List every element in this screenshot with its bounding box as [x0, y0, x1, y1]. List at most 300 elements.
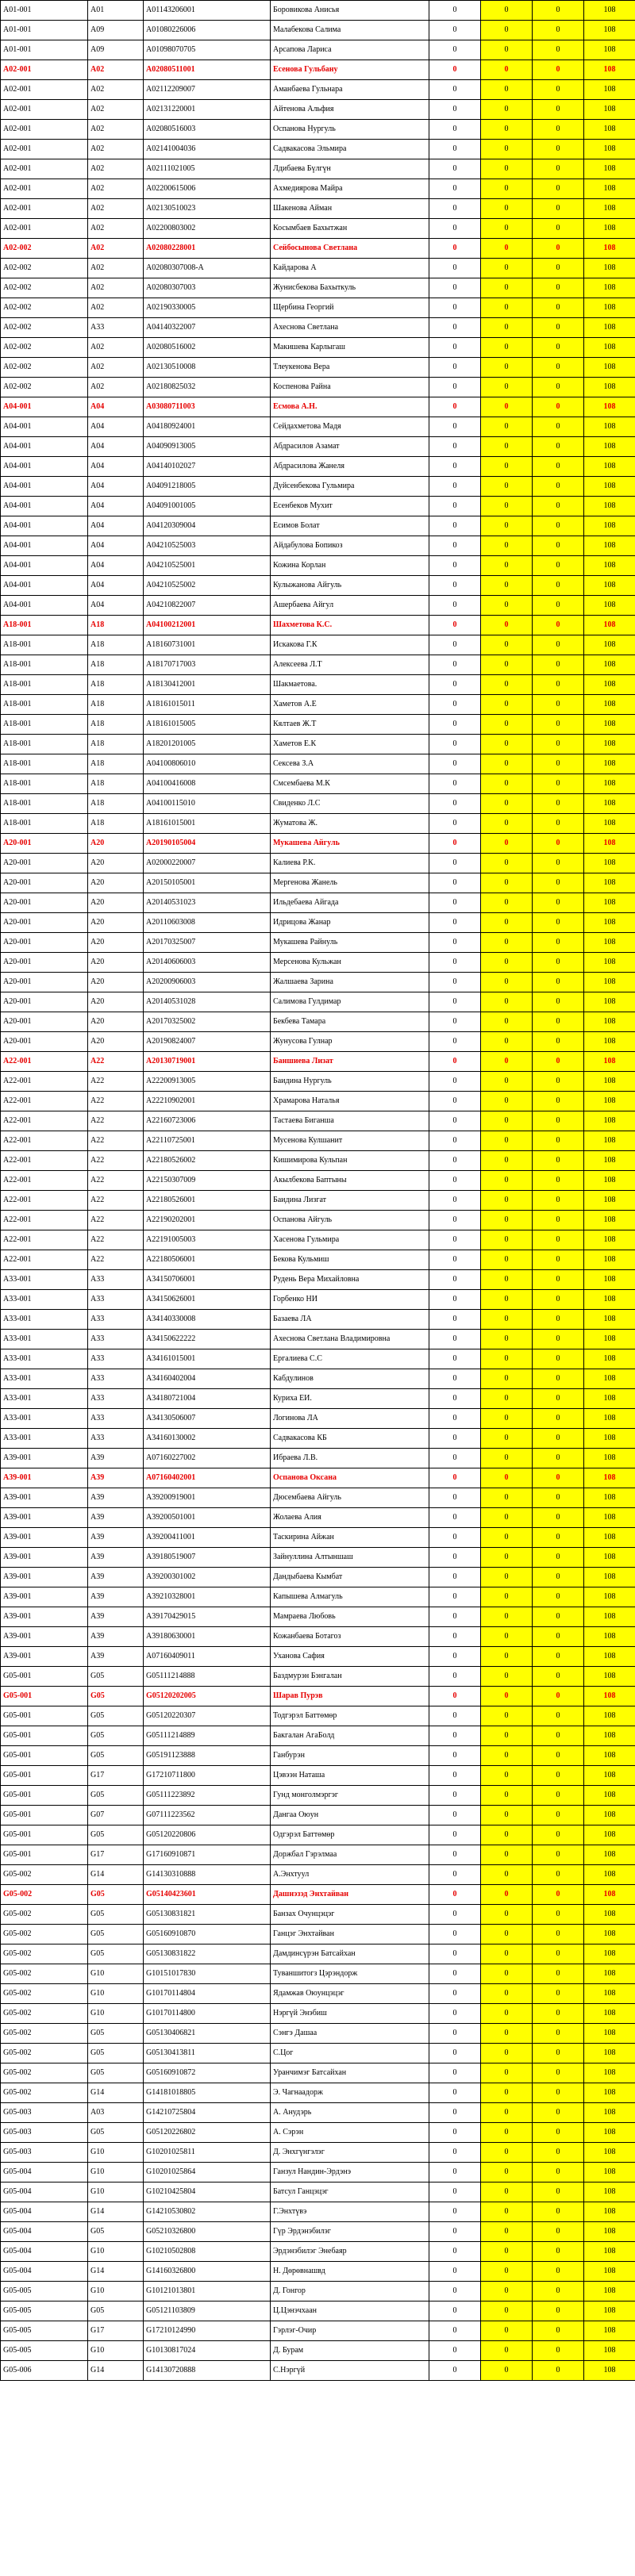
group-code-cell: A02-002 [1, 239, 88, 259]
branch-code-cell: A33 [88, 1310, 144, 1330]
value-cell: 0 [481, 1508, 533, 1528]
name-cell: С.Цог [271, 2044, 429, 2063]
group-code-cell: A39-001 [1, 1508, 88, 1528]
value-cell: 0 [533, 1706, 584, 1726]
value-cell: 108 [584, 1052, 635, 1072]
branch-code-cell: G05 [88, 1825, 144, 1845]
name-cell: Айдабулова Бопикоз [271, 536, 429, 556]
value-cell: 0 [481, 2262, 533, 2282]
value-cell: 108 [584, 596, 635, 616]
group-code-cell: A18-001 [1, 754, 88, 774]
value-cell: 0 [481, 655, 533, 675]
member-id-cell: A04100212001 [144, 616, 271, 635]
value-cell: 0 [429, 2321, 481, 2341]
value-cell: 0 [533, 2262, 584, 2282]
value-cell: 0 [533, 2202, 584, 2222]
branch-code-cell: A39 [88, 1607, 144, 1627]
branch-code-cell: A02 [88, 338, 144, 358]
branch-code-cell: A20 [88, 913, 144, 933]
value-cell: 0 [429, 1349, 481, 1369]
value-cell: 108 [584, 973, 635, 992]
value-cell: 0 [429, 120, 481, 140]
name-cell: А.Энхтуул [271, 1865, 429, 1885]
table-row [1, 1746, 635, 1766]
member-id-cell: A02080511001 [144, 60, 271, 80]
value-cell: 0 [481, 1845, 533, 1865]
value-cell: 0 [481, 1092, 533, 1111]
table-row [1, 1468, 635, 1488]
value-cell: 108 [584, 794, 635, 814]
name-cell: Ибраева Л.В. [271, 1449, 429, 1468]
name-cell: Идрицова Жанар [271, 913, 429, 933]
group-code-cell: A01-001 [1, 40, 88, 60]
member-id-cell: A04210525001 [144, 556, 271, 576]
member-id-cell: A20190824007 [144, 1032, 271, 1052]
table-row [1, 120, 635, 140]
value-cell: 108 [584, 2282, 635, 2302]
group-code-cell: A18-001 [1, 735, 88, 754]
member-id-cell: A22180526002 [144, 1151, 271, 1171]
value-cell: 0 [481, 2163, 533, 2182]
value-cell: 108 [584, 1925, 635, 1944]
value-cell: 0 [429, 576, 481, 596]
value-cell: 0 [429, 1528, 481, 1548]
member-id-cell: G17160910871 [144, 1845, 271, 1865]
group-code-cell: A33-001 [1, 1270, 88, 1290]
value-cell: 0 [429, 1409, 481, 1429]
table-row [1, 40, 635, 60]
value-cell: 108 [584, 1845, 635, 1865]
value-cell: 0 [429, 735, 481, 754]
table-row [1, 378, 635, 397]
branch-code-cell: A02 [88, 378, 144, 397]
value-cell: 0 [429, 953, 481, 973]
group-code-cell: A39-001 [1, 1548, 88, 1568]
group-code-cell: G05-004 [1, 2262, 88, 2282]
member-id-cell: A04100416008 [144, 774, 271, 794]
table-row [1, 1092, 635, 1111]
table-row [1, 60, 635, 80]
branch-code-cell: A18 [88, 675, 144, 695]
value-cell: 0 [429, 516, 481, 536]
value-cell: 108 [584, 1806, 635, 1825]
group-code-cell: A22-001 [1, 1052, 88, 1072]
value-cell: 108 [584, 2044, 635, 2063]
table-row [1, 1389, 635, 1409]
value-cell: 0 [429, 2202, 481, 2222]
group-code-cell: A02-001 [1, 80, 88, 100]
table-row [1, 2262, 635, 2282]
name-cell: Гүр Эрдэнэбилэг [271, 2222, 429, 2242]
name-cell: Мукашева Айгуль [271, 834, 429, 854]
table-row [1, 2083, 635, 2103]
branch-code-cell: A04 [88, 457, 144, 477]
value-cell: 0 [481, 556, 533, 576]
value-cell: 0 [533, 1627, 584, 1647]
name-cell: Абдрасилова Жанеля [271, 457, 429, 477]
name-cell: Малабекова Салима [271, 21, 429, 40]
name-cell: Эрдэнэбилэг Энебаяр [271, 2242, 429, 2262]
member-id-cell: A18161015005 [144, 715, 271, 735]
branch-code-cell: A18 [88, 715, 144, 735]
value-cell: 0 [429, 1468, 481, 1488]
value-cell: 0 [533, 40, 584, 60]
value-cell: 0 [533, 1429, 584, 1449]
value-cell: 0 [481, 100, 533, 120]
member-id-cell: A22150307009 [144, 1171, 271, 1191]
name-cell: Ядамжав Оюунцэцэг [271, 1984, 429, 2004]
value-cell: 108 [584, 854, 635, 873]
value-cell: 0 [429, 2182, 481, 2202]
value-cell: 0 [429, 1786, 481, 1806]
branch-code-cell: A18 [88, 735, 144, 754]
table-row [1, 298, 635, 318]
table-row [1, 794, 635, 814]
table-row [1, 596, 635, 616]
value-cell: 108 [584, 1865, 635, 1885]
table-row [1, 1825, 635, 1845]
value-cell: 108 [584, 2123, 635, 2143]
name-cell: Гунд монголмэргэг [271, 1786, 429, 1806]
table-row [1, 1230, 635, 1250]
name-cell: Туваншитогз Цэрэндорж [271, 1964, 429, 1984]
branch-code-cell: A04 [88, 556, 144, 576]
value-cell: 0 [481, 2302, 533, 2321]
name-cell: Шарав Пурэв [271, 1687, 429, 1706]
table-row [1, 2024, 635, 2044]
branch-code-cell: A09 [88, 21, 144, 40]
value-cell: 0 [533, 2024, 584, 2044]
value-cell: 108 [584, 2143, 635, 2163]
value-cell: 108 [584, 2202, 635, 2222]
name-cell: Н. Дөрөвнашвд [271, 2262, 429, 2282]
value-cell: 0 [429, 378, 481, 397]
value-cell: 0 [533, 457, 584, 477]
value-cell: 0 [481, 477, 533, 497]
value-cell: 108 [584, 100, 635, 120]
branch-code-cell: A02 [88, 179, 144, 199]
value-cell: 108 [584, 635, 635, 655]
branch-code-cell: G10 [88, 2004, 144, 2024]
group-code-cell: A18-001 [1, 774, 88, 794]
value-cell: 0 [481, 1131, 533, 1151]
value-cell: 108 [584, 1131, 635, 1151]
value-cell: 0 [481, 893, 533, 913]
value-cell: 0 [429, 1766, 481, 1786]
group-code-cell: G05-002 [1, 1925, 88, 1944]
value-cell: 0 [429, 2004, 481, 2024]
member-id-cell: G05130831821 [144, 1905, 271, 1925]
name-cell: Есенова Гульбану [271, 60, 429, 80]
name-cell: Мамраева Любовь [271, 1607, 429, 1627]
group-code-cell: A33-001 [1, 1409, 88, 1429]
member-id-cell: A04100806010 [144, 754, 271, 774]
value-cell: 0 [429, 754, 481, 774]
member-id-cell: A39180630001 [144, 1627, 271, 1647]
value-cell: 0 [481, 1647, 533, 1667]
value-cell: 0 [533, 1310, 584, 1330]
name-cell: Кожина Корлан [271, 556, 429, 576]
name-cell: Баздмурэн Бэнгалан [271, 1667, 429, 1687]
value-cell: 0 [429, 675, 481, 695]
group-code-cell: A22-001 [1, 1131, 88, 1151]
member-id-cell: A22160723006 [144, 1111, 271, 1131]
branch-code-cell: A18 [88, 774, 144, 794]
value-cell: 108 [584, 774, 635, 794]
member-id-cell: A34160130002 [144, 1429, 271, 1449]
member-id-cell: A02080228001 [144, 239, 271, 259]
branch-code-cell: A04 [88, 497, 144, 516]
value-cell: 0 [481, 2063, 533, 2083]
value-cell: 0 [533, 2004, 584, 2024]
value-cell: 0 [429, 774, 481, 794]
member-id-cell: G05111223892 [144, 1786, 271, 1806]
member-id-cell: A34160402004 [144, 1369, 271, 1389]
table-row [1, 1429, 635, 1449]
group-code-cell: A33-001 [1, 1290, 88, 1310]
table-row [1, 2044, 635, 2063]
value-cell: 0 [533, 2083, 584, 2103]
group-code-cell: G05-001 [1, 1667, 88, 1687]
name-cell: Акылбекова Баптыны [271, 1171, 429, 1191]
name-cell: Искакова Г.К [271, 635, 429, 655]
table-row [1, 774, 635, 794]
value-cell: 0 [533, 1389, 584, 1409]
branch-code-cell: G05 [88, 1706, 144, 1726]
group-code-cell: A18-001 [1, 655, 88, 675]
value-cell: 0 [481, 2341, 533, 2361]
name-cell: Ганзул Нандин-Эрдэнэ [271, 2163, 429, 2182]
branch-code-cell: A02 [88, 259, 144, 278]
value-cell: 0 [429, 2163, 481, 2182]
value-cell: 108 [584, 1012, 635, 1032]
branch-code-cell: A20 [88, 973, 144, 992]
member-id-cell: A22190202001 [144, 1211, 271, 1230]
branch-code-cell: A20 [88, 953, 144, 973]
value-cell: 0 [481, 1905, 533, 1925]
group-code-cell: G05-002 [1, 1885, 88, 1905]
value-cell: 0 [481, 635, 533, 655]
group-code-cell: A20-001 [1, 913, 88, 933]
table-row [1, 1627, 635, 1647]
value-cell: 0 [481, 1369, 533, 1389]
group-code-cell: G05-004 [1, 2202, 88, 2222]
name-cell: Смсембаева М.К [271, 774, 429, 794]
value-cell: 108 [584, 1508, 635, 1528]
value-cell: 0 [533, 516, 584, 536]
table-row [1, 358, 635, 378]
value-cell: 0 [533, 358, 584, 378]
name-cell: Лдибаева Бүлгүн [271, 159, 429, 179]
group-code-cell: G05-001 [1, 1687, 88, 1706]
branch-code-cell: A02 [88, 80, 144, 100]
value-cell: 108 [584, 199, 635, 219]
value-cell: 108 [584, 338, 635, 358]
group-code-cell: A18-001 [1, 715, 88, 735]
value-cell: 0 [481, 437, 533, 457]
group-code-cell: A22-001 [1, 1211, 88, 1230]
value-cell: 108 [584, 1964, 635, 1984]
value-cell: 0 [429, 893, 481, 913]
value-cell: 0 [429, 1389, 481, 1409]
value-cell: 0 [533, 774, 584, 794]
name-cell: Ильдебаева Айгада [271, 893, 429, 913]
member-id-cell: A04140102027 [144, 457, 271, 477]
member-id-cell: A34150626001 [144, 1290, 271, 1310]
value-cell: 0 [481, 1528, 533, 1548]
member-id-cell: G05160910870 [144, 1925, 271, 1944]
group-code-cell: G05-002 [1, 2004, 88, 2024]
value-cell: 0 [481, 1806, 533, 1825]
group-code-cell: A02-002 [1, 298, 88, 318]
member-id-cell: A02000220007 [144, 854, 271, 873]
value-cell: 0 [429, 1667, 481, 1687]
group-code-cell: G05-005 [1, 2302, 88, 2321]
value-cell: 108 [584, 1429, 635, 1449]
value-cell: 0 [429, 259, 481, 278]
value-cell: 0 [481, 953, 533, 973]
value-cell: 0 [533, 1548, 584, 1568]
value-cell: 0 [429, 1607, 481, 1627]
value-cell: 0 [429, 1151, 481, 1171]
value-cell: 108 [584, 2004, 635, 2024]
member-id-cell: G05210326800 [144, 2222, 271, 2242]
member-id-cell: G05111214889 [144, 1726, 271, 1746]
branch-code-cell: G14 [88, 2262, 144, 2282]
branch-code-cell: A33 [88, 1409, 144, 1429]
branch-code-cell: A04 [88, 596, 144, 616]
member-id-cell: A18160731001 [144, 635, 271, 655]
value-cell: 0 [429, 1984, 481, 2004]
name-cell: Д. Энхгүнгэлэг [271, 2143, 429, 2163]
branch-code-cell: A22 [88, 1052, 144, 1072]
member-id-cell: A01143206001 [144, 1, 271, 21]
value-cell: 0 [429, 1111, 481, 1131]
value-cell: 108 [584, 120, 635, 140]
name-cell: Доржбал Гэрэлмаа [271, 1845, 429, 1865]
branch-code-cell: G05 [88, 1944, 144, 1964]
group-code-cell: G05-001 [1, 1825, 88, 1845]
value-cell: 108 [584, 1250, 635, 1270]
name-cell: Есимов Болат [271, 516, 429, 536]
member-id-cell: A02080307008-A [144, 259, 271, 278]
value-cell: 0 [533, 893, 584, 913]
name-cell: Оспанова Оксана [271, 1468, 429, 1488]
group-code-cell: G05-006 [1, 2361, 88, 2381]
value-cell: 0 [533, 477, 584, 497]
value-cell: 0 [481, 754, 533, 774]
table-row [1, 2321, 635, 2341]
name-cell: Куриха ЕИ. [271, 1389, 429, 1409]
name-cell: Сэнгэ Дашаа [271, 2024, 429, 2044]
table-row [1, 913, 635, 933]
group-code-cell: A33-001 [1, 1389, 88, 1409]
group-code-cell: A04-001 [1, 596, 88, 616]
value-cell: 0 [429, 1072, 481, 1092]
value-cell: 108 [584, 1548, 635, 1568]
branch-code-cell: A04 [88, 397, 144, 417]
value-cell: 108 [584, 497, 635, 516]
branch-code-cell: A20 [88, 893, 144, 913]
table-row [1, 497, 635, 516]
name-cell: Сейдахметова Мадя [271, 417, 429, 437]
value-cell: 108 [584, 1766, 635, 1786]
group-code-cell: A02-001 [1, 199, 88, 219]
group-code-cell: A02-001 [1, 100, 88, 120]
member-id-cell: A01098070705 [144, 40, 271, 60]
member-id-cell: A02080307003 [144, 278, 271, 298]
group-code-cell: A20-001 [1, 953, 88, 973]
branch-code-cell: A04 [88, 516, 144, 536]
value-cell: 0 [429, 1647, 481, 1667]
value-cell: 0 [429, 695, 481, 715]
value-cell: 0 [481, 1290, 533, 1310]
value-cell: 0 [429, 2222, 481, 2242]
group-code-cell: G05-002 [1, 2083, 88, 2103]
member-id-cell: A22210902001 [144, 1092, 271, 1111]
member-id-cell: G17210124990 [144, 2321, 271, 2341]
member-id-cell: A07160227002 [144, 1449, 271, 1468]
value-cell: 108 [584, 417, 635, 437]
value-cell: 108 [584, 378, 635, 397]
branch-code-cell: G10 [88, 2282, 144, 2302]
name-cell: Банзах Очунцэцэг [271, 1905, 429, 1925]
group-code-cell: A02-002 [1, 318, 88, 338]
value-cell: 0 [481, 536, 533, 556]
branch-code-cell: A20 [88, 1032, 144, 1052]
branch-code-cell: A18 [88, 695, 144, 715]
value-cell: 108 [584, 1310, 635, 1330]
branch-code-cell: G05 [88, 2063, 144, 2083]
group-code-cell: A39-001 [1, 1607, 88, 1627]
member-id-cell: A02112209007 [144, 80, 271, 100]
table-row [1, 1250, 635, 1270]
value-cell: 0 [481, 1171, 533, 1191]
value-cell: 0 [429, 477, 481, 497]
group-code-cell: A04-001 [1, 556, 88, 576]
name-cell: Есенбеков Мухит [271, 497, 429, 516]
table-row [1, 695, 635, 715]
value-cell: 108 [584, 1627, 635, 1647]
value-cell: 0 [533, 60, 584, 80]
branch-code-cell: G14 [88, 2083, 144, 2103]
value-cell: 108 [584, 893, 635, 913]
value-cell: 0 [429, 1825, 481, 1845]
value-cell: 0 [533, 1508, 584, 1528]
value-cell: 0 [481, 1230, 533, 1250]
name-cell: Салимова Гулдимар [271, 992, 429, 1012]
name-cell: Ергалиева С.С [271, 1349, 429, 1369]
member-id-cell: A04100115010 [144, 794, 271, 814]
member-id-cell: A04090913005 [144, 437, 271, 457]
value-cell: 0 [429, 1885, 481, 1905]
branch-code-cell: A18 [88, 794, 144, 814]
table-row [1, 1310, 635, 1330]
table-row [1, 715, 635, 735]
table-row [1, 1151, 635, 1171]
branch-code-cell: A18 [88, 814, 144, 834]
member-id-cell: G10170114800 [144, 2004, 271, 2024]
value-cell: 0 [481, 318, 533, 338]
group-code-cell: G05-003 [1, 2103, 88, 2123]
branch-code-cell: G10 [88, 2182, 144, 2202]
value-cell: 108 [584, 1, 635, 21]
value-cell: 108 [584, 873, 635, 893]
value-cell: 0 [481, 1984, 533, 2004]
table-row [1, 397, 635, 417]
name-cell: Одгэрэл Баттөмөр [271, 1825, 429, 1845]
value-cell: 108 [584, 457, 635, 477]
